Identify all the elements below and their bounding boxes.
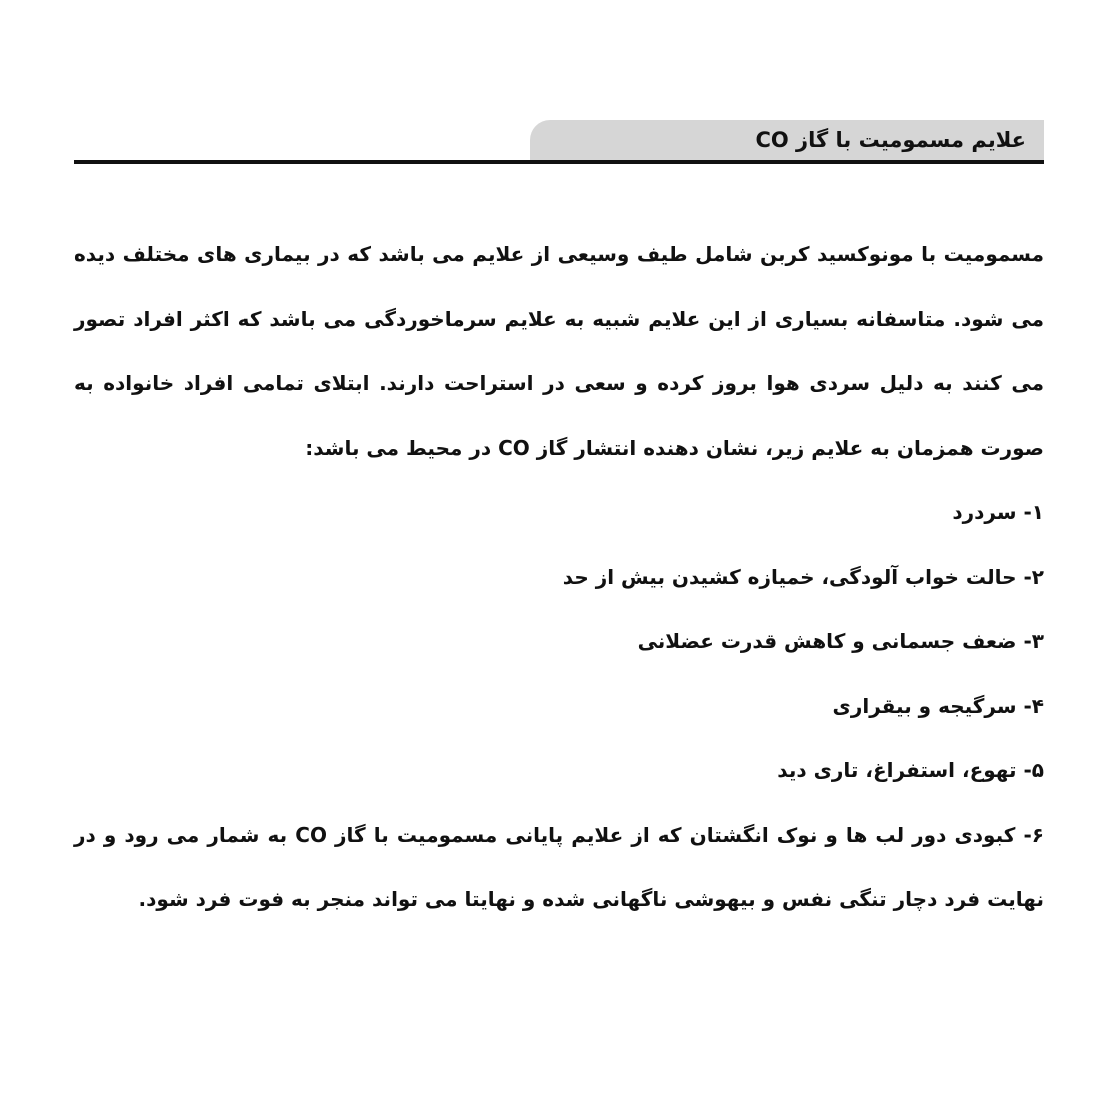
symptom-item-5: ۵- تهوع، استفراغ، تاری دید [777,758,1044,782]
symptom-item-4: ۴- سرگیجه و بیقراری [832,693,1044,718]
article-body [74,222,1044,932]
symptom-item-1: ۱- سردرد [952,500,1044,524]
heading-underline [74,160,1044,164]
symptom-item-3: ۳- ضعف جسمانی و کاهش قدرت عضلانی [637,629,1044,653]
symptom-item-6: ۶- کبودی دور لب ها و نوک انگشتان که از علایم پایانی مسمومیت با گاز CO به شمار می رود و در نهایت فرد دچار تنگی نفس و بیهوشی ناگهانی شده و نهایتا می تواند منجر به فوت فرد شود. [74,822,1044,911]
section-header [74,120,1044,164]
symptom-item-2: ۲- حالت خواب آلودگی، خمیازه کشیدن بیش از حد [562,564,1044,589]
intro-paragraph: مسمومیت با مونوکسید کربن شامل طیف وسیعی از علایم می باشد که در بیماری های مختلف دیده می شود. متاسفانه بسیاری از این علایم شبیه به علایم سرماخوردگی می باشد که اکثر افراد تصور می کنند به دلیل سردی هوا بروز کرده و سعی در استراحت دارند. ابتلای تمامی افراد خانواده به صورت همزمان به علایم زیر، نشان دهنده انتشار گاز CO در محیط می باشد: [74,242,1044,460]
heading-tab [530,120,1044,160]
section-title: علایم مسمومیت با گاز CO [755,128,1026,152]
